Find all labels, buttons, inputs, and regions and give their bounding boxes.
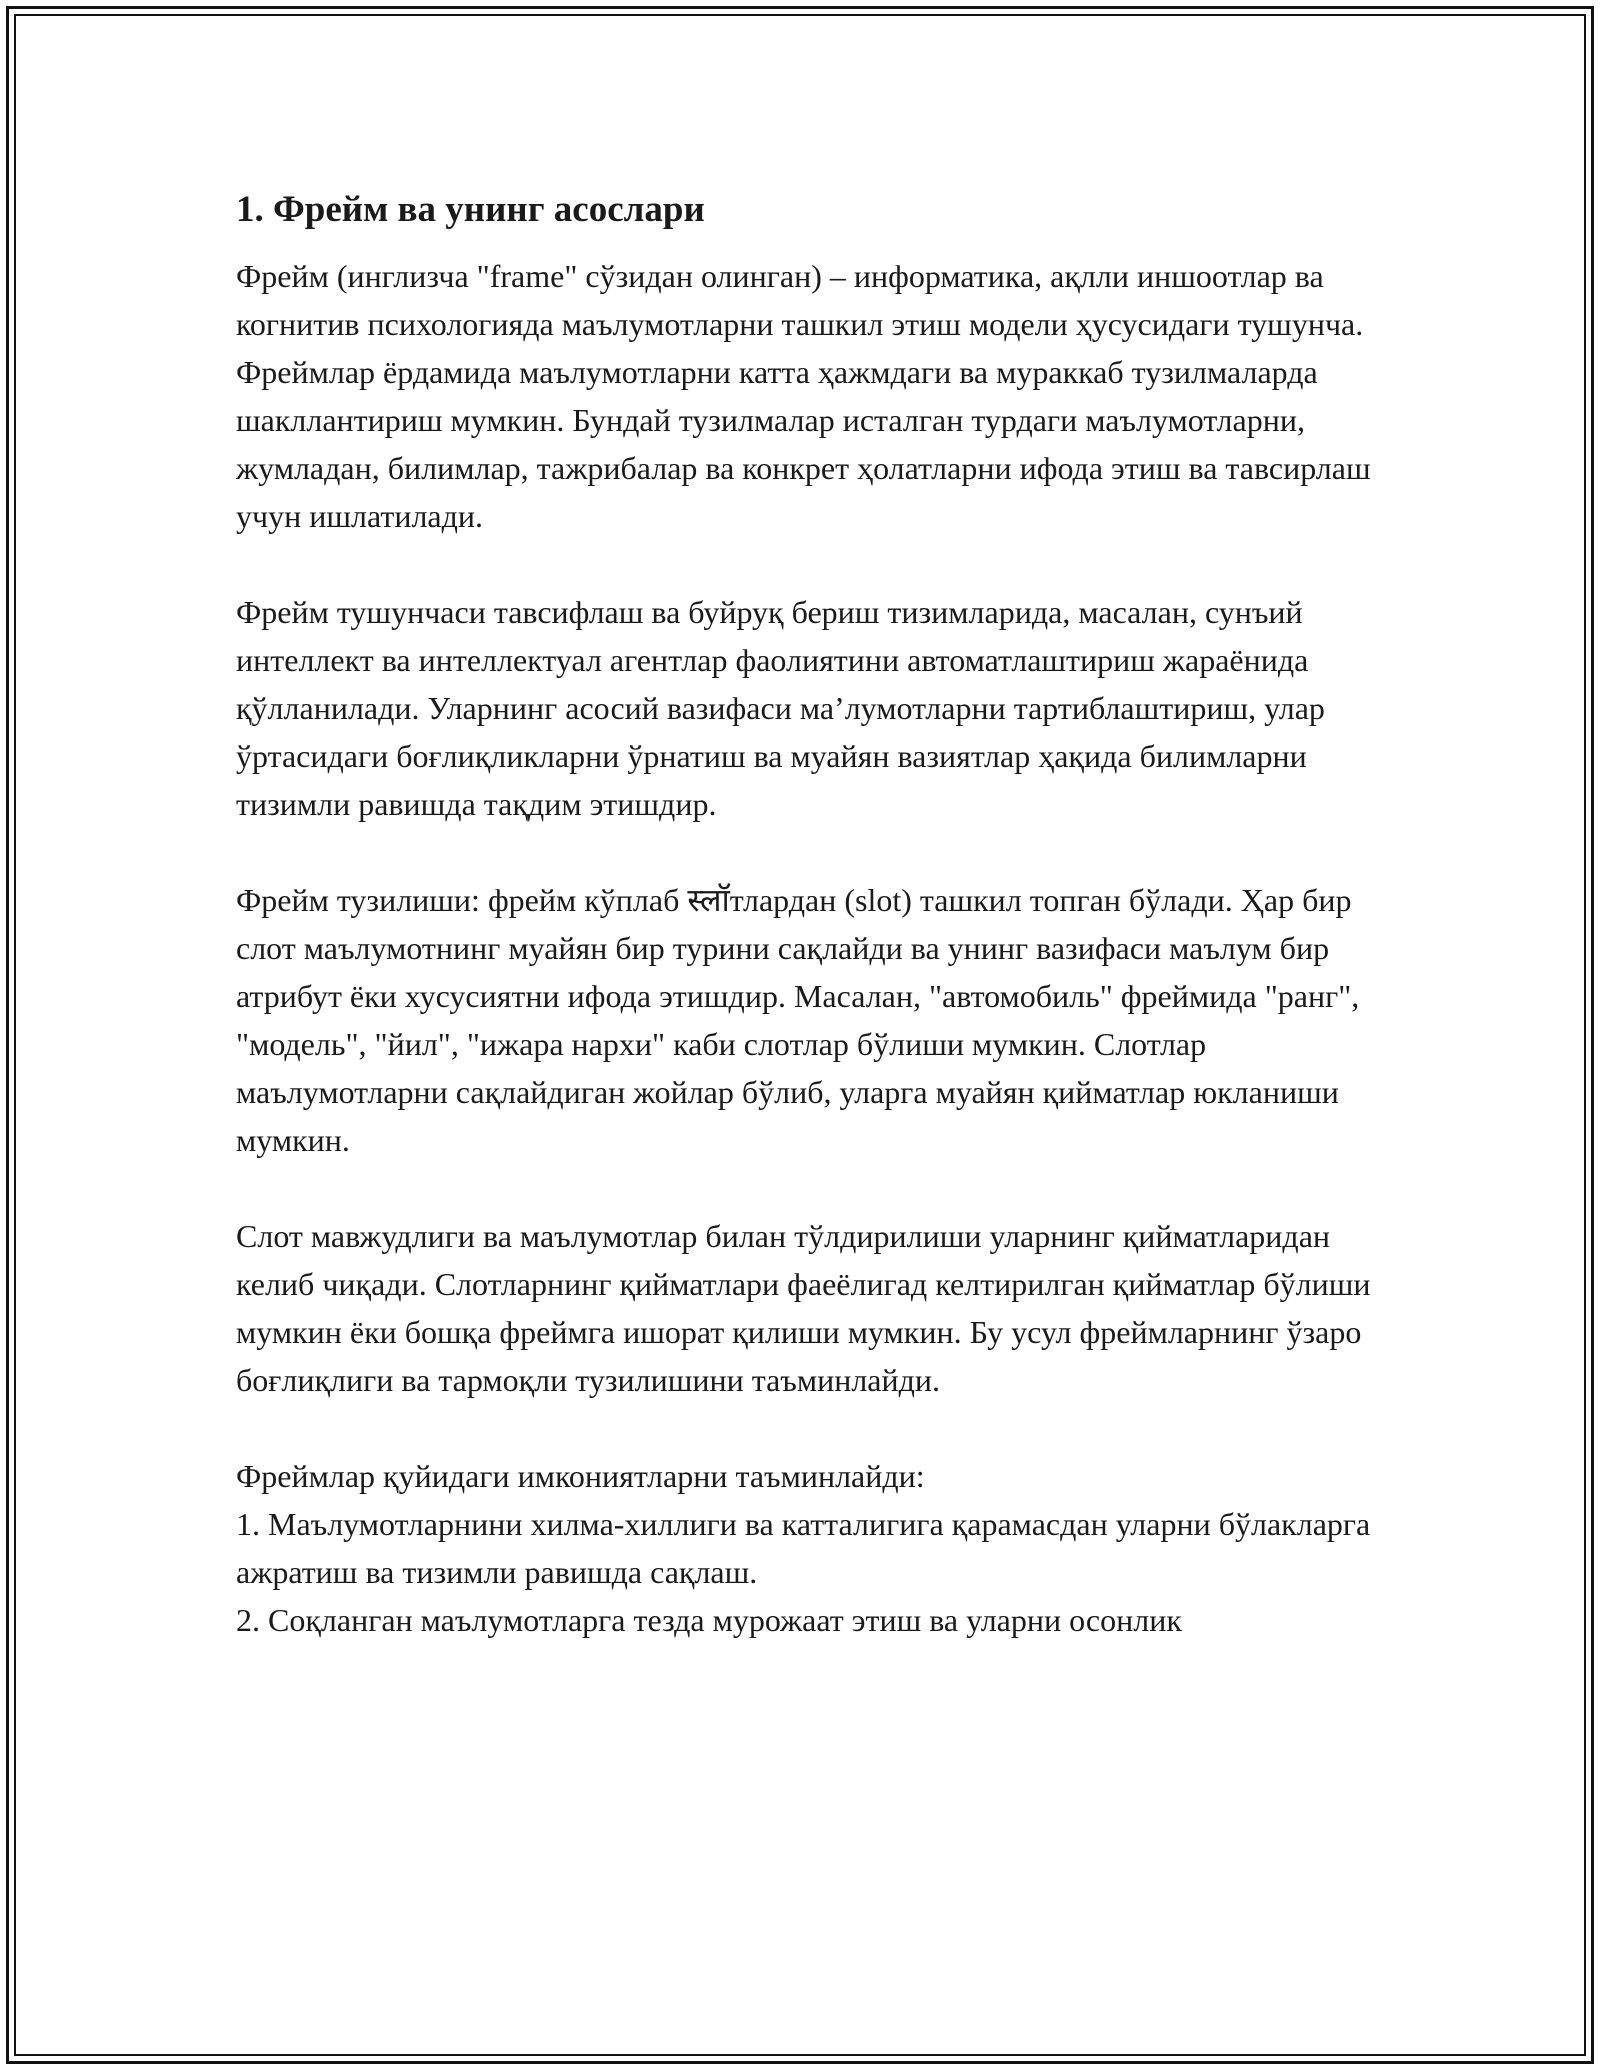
section-title: 1. Фрейм ва унинг асослари [236, 189, 705, 230]
paragraph-frame-definition: Фрейм (инглизча "frame" сўзидан олинган) – информатика, ақлли иншоотлар ва когнитив психологияда маълумотларни ташкил этиш модели ҳусусидаги тушунча. Фреймлар ёрдамида маълумотларни катта ҳажмдаги ва мураккаб тузилмаларда шакллантириш мумкин. Бундай тузилмалар исталган турдаги маълумотларни, жумладан, билимлар, тажрибалар ва конкрет ҳолатларни ифода этиш ва тавсирлаш учун ишлатилади. [236, 258, 1371, 534]
document-body [236, 186, 1386, 1644]
capabilities-list [236, 1500, 1386, 1644]
paragraph-frame-usage: Фрейм тушунчаси тавсифлаш ва буйруқ бериш тизимларида, масалан, сунъий интеллект ва интеллектуал агентлар фаолиятини автоматлаштириш жараёнида қўлланилади. Уларнинг асосий вазифаси ма’лумотларни тартиблаштириш, улар ўртасидаги боғлиқликларни ўрнатиш ва муайян вазиятлар ҳақида билимларни тизимли равишда тақдим этишдир. [236, 594, 1325, 822]
paragraph-slot-values: Слот мавжудлиги ва маълумотлар билан тўлдирилиши уларнинг қийматларидан келиб чиқади. Слотларнинг қийматлари фаеёлигад келтирилган қийматлар бўлиши мумкин ёки бошқа фреймга ишорат қилиши мумкин. Бу усул фреймларнинг ўзаро боғлиқлиги ва тармоқли тузилишини таъминлайди. [236, 1218, 1371, 1398]
list-item: 2. Соқланган маълумотларга тезда мурожаат этиш ва уларни осонлик [236, 1602, 1182, 1638]
list-item: 1. Маълумотларнини хилма-хиллиги ва катталигига қарамасдан уларни бўлакларга ажратиш ва тизимли равишда сақлаш. [236, 1506, 1371, 1590]
list-intro: Фреймлар қуйидаги имкониятларни таъминлайди: [236, 1458, 925, 1494]
paragraph-frame-structure: Фрейм тузилиши: фрейм кўплаб स्लॉтлардан (slot) ташкил топган бўлади. Ҳар бир слот маълумотнинг муайян бир турини сақлайди ва унинг вазифаси маълум бир атрибут ёки хусусиятни ифода этишдир. Масалан, "автомобиль" фреймида "ранг", "модель", "йил", "ижара нархи" каби слотлар бўлиши мумкин. Слотлар маълумотларни сақлайдиган жойлар бўлиб, уларга муайян қийматлар юкланиши мумкин. [236, 882, 1360, 1158]
